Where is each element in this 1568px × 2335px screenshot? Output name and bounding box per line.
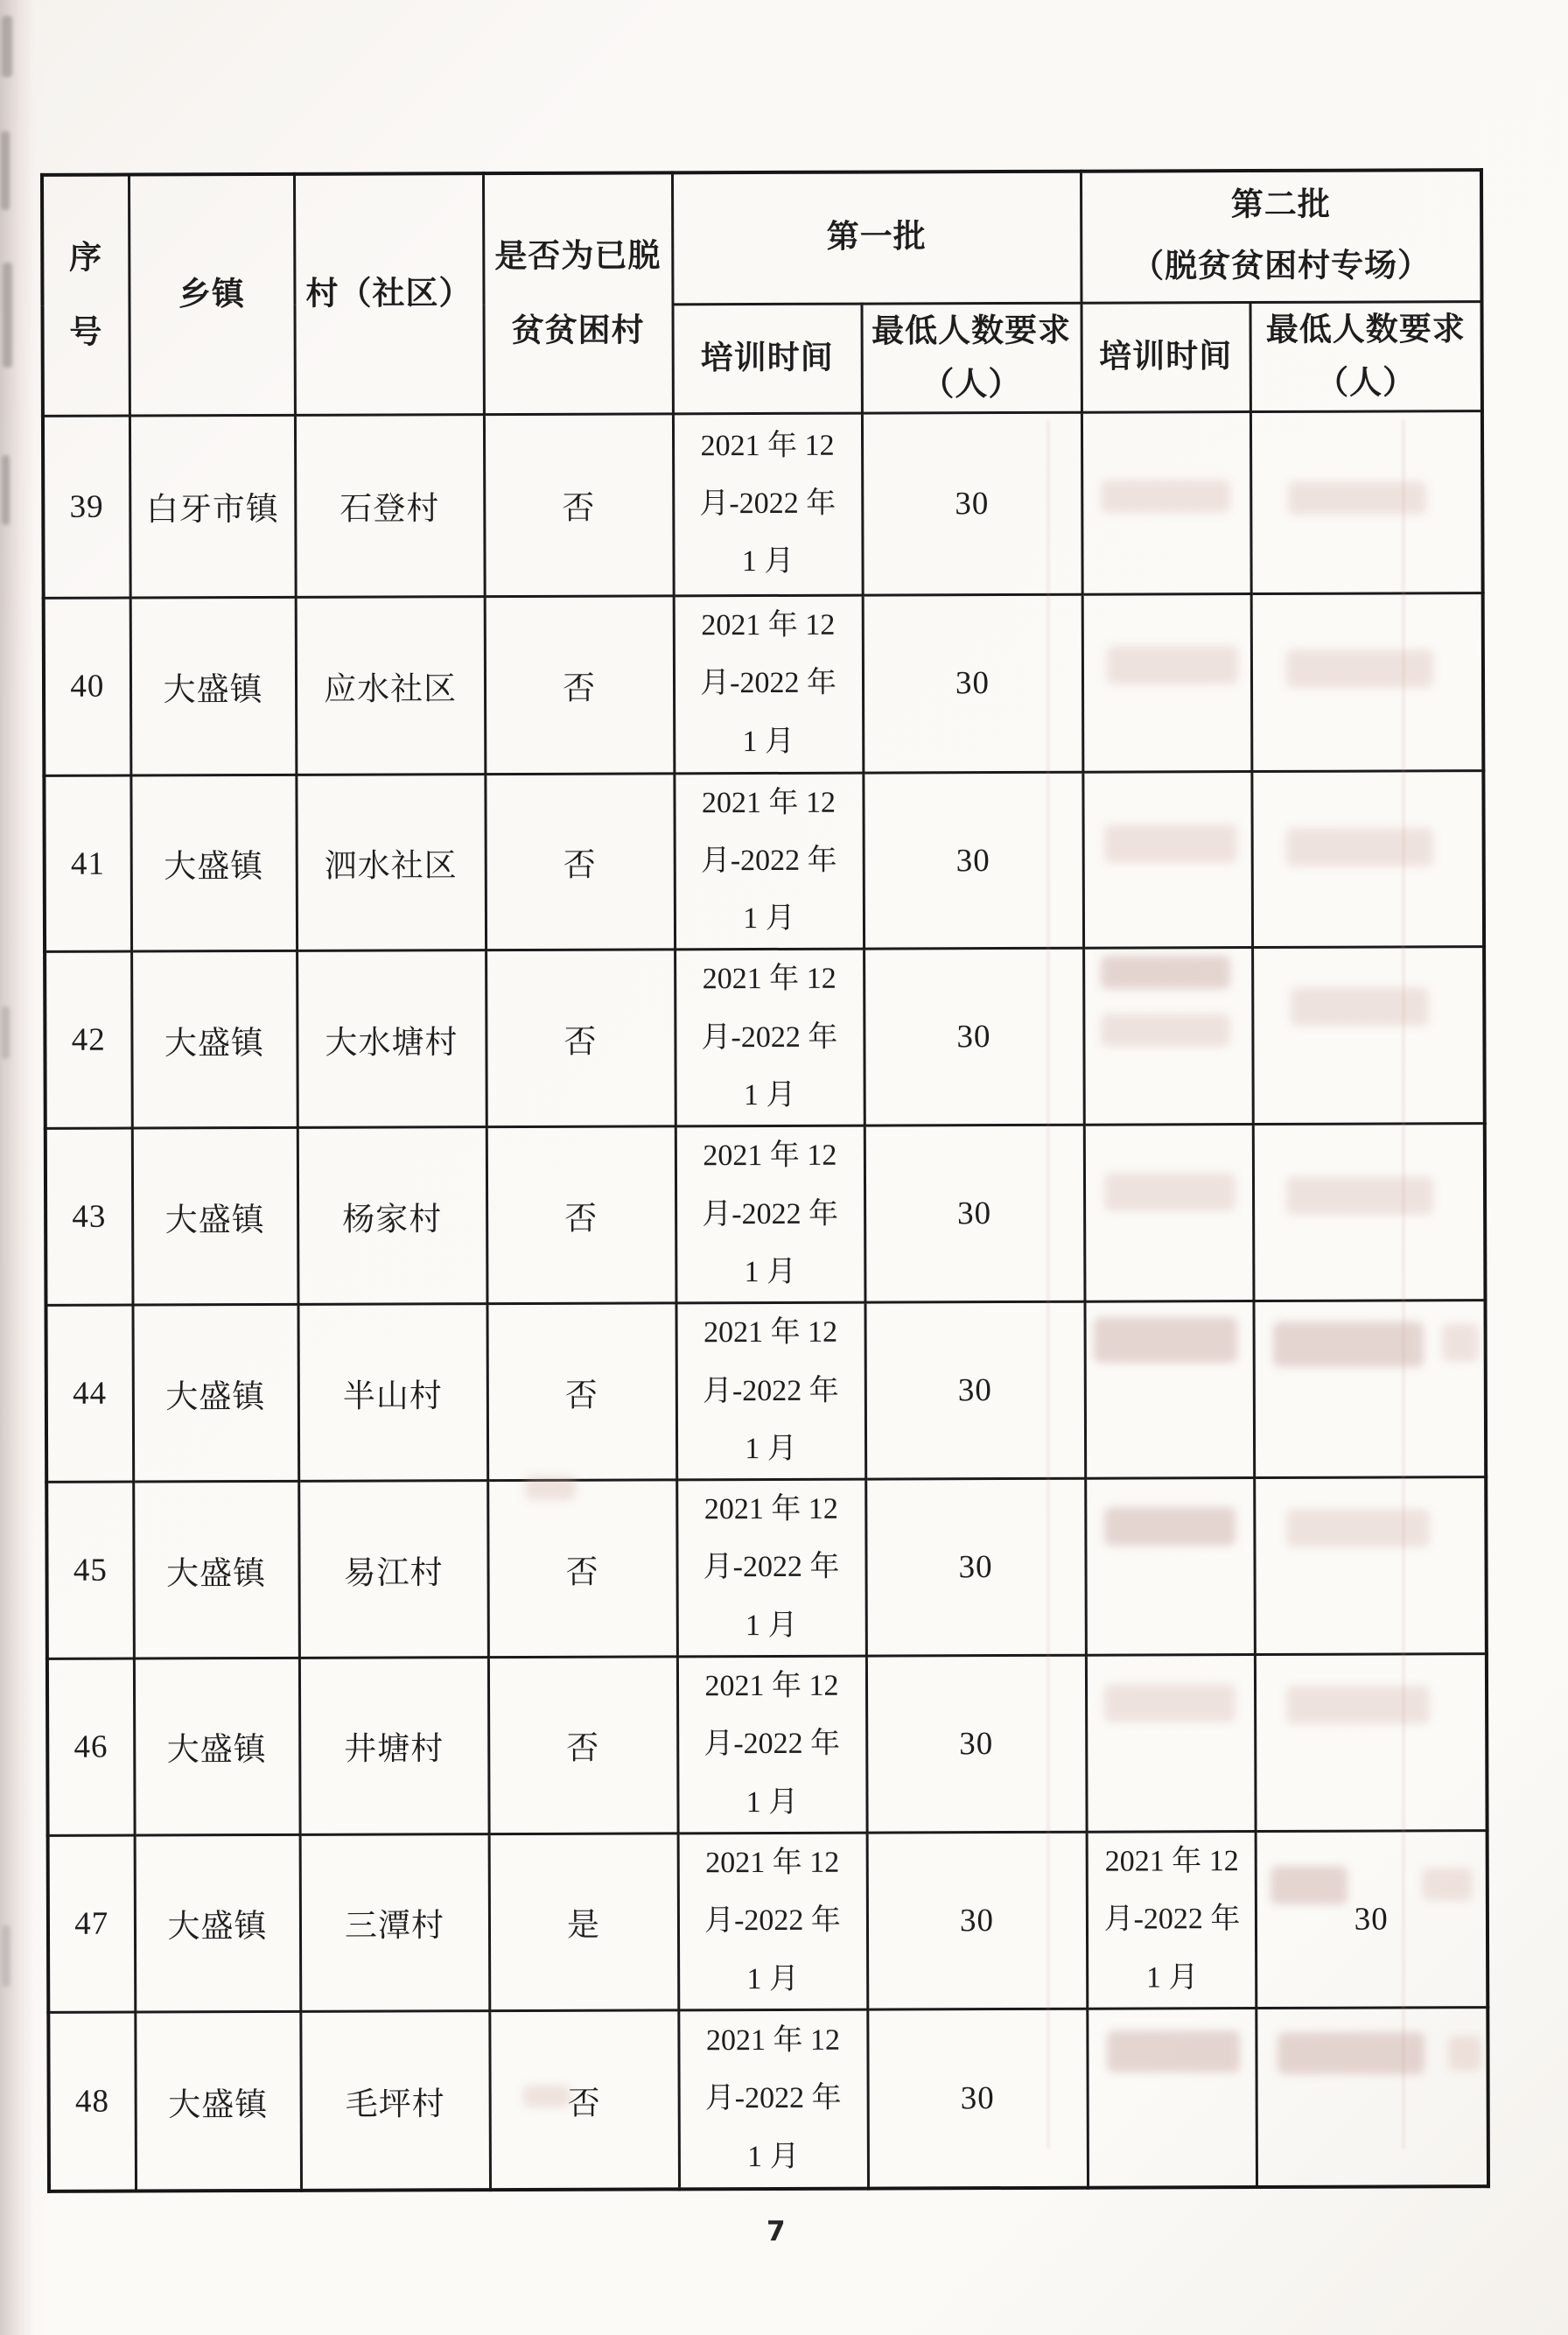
cell-batch1-time [678, 2009, 868, 2190]
cell-batch1-time [675, 950, 864, 1127]
cell-batch1-time [678, 1833, 868, 2010]
cell-index: 42 [45, 952, 132, 1129]
cell-batch1-min: 30 [864, 1125, 1085, 1303]
cell-batch2-min [1255, 1654, 1488, 1832]
cell-batch1-time [676, 1302, 865, 1480]
cell-village: 易江村 [298, 1481, 488, 1658]
cell-batch1-min: 30 [864, 949, 1084, 1126]
cell-batch1-min: 30 [865, 1478, 1086, 1656]
cell-township: 大盛镇 [130, 597, 297, 775]
page-number: 7 [766, 2216, 786, 2247]
cell-batch2-time [1085, 1478, 1255, 1656]
cell-batch1-time [676, 1479, 866, 1657]
cell-batch2-time [1082, 593, 1252, 772]
cell-village: 三潭村 [300, 1834, 490, 2012]
cell-batch2-time [1084, 1125, 1254, 1302]
cell-village: 泗水社区 [296, 774, 486, 951]
cell-township: 大盛镇 [131, 951, 298, 1129]
cell-batch2-time [1083, 948, 1253, 1125]
cell-batch1-time [673, 413, 863, 596]
header-poverty-status [483, 172, 673, 414]
cell-township: 大盛镇 [135, 2011, 301, 2191]
table-row [46, 1301, 1486, 1483]
batch2-time-text [1093, 1399, 1247, 1400]
header-township-label: 乡镇 [178, 277, 246, 313]
cell-batch1-time [674, 773, 864, 950]
header-batch1-time: 培训时间 [673, 304, 862, 414]
scan-artifact [3, 263, 12, 368]
cell-index: 40 [44, 598, 131, 775]
cell-township: 大盛镇 [133, 1482, 299, 1659]
header-index-label: 序号 [68, 240, 103, 351]
cell-poverty: 否 [484, 413, 674, 596]
cell-village: 杨家村 [298, 1127, 487, 1305]
training-batch-table [40, 168, 1490, 2193]
batch2-time-text [1092, 1046, 1246, 1047]
cell-batch1-time [677, 1656, 867, 1834]
cell-poverty: 否 [485, 595, 675, 774]
batch2-time-text: 2021 年 12 月-2022 年 1 月 [1103, 1845, 1241, 1995]
batch1-time-text: 2021 年 12 月-2022 年 1 月 [700, 786, 837, 936]
cell-village: 石登村 [295, 414, 485, 597]
table-row [45, 947, 1485, 1129]
cell-poverty: 否 [485, 773, 675, 950]
cell-township: 大盛镇 [132, 1128, 298, 1306]
cell-township: 大盛镇 [132, 1305, 298, 1483]
cell-village: 大水塘村 [297, 950, 486, 1128]
batch1-time-text: 2021 年 12 月-2022 年 1 月 [700, 608, 836, 758]
batch1-time-text: 2021 年 12 月-2022 年 1 月 [704, 1846, 841, 1995]
batch1-time-text: 2021 年 12 月-2022 年 1 月 [702, 1315, 839, 1465]
cell-village: 井塘村 [299, 1658, 489, 1835]
header-batch2-title: 第二批 [1230, 186, 1331, 224]
header-batch2-subtitle: （脱贫贫困村专场） [1131, 248, 1432, 285]
cell-poverty: 是 [489, 1834, 679, 2011]
cell-index: 39 [43, 416, 130, 598]
cell-poverty: 否 [487, 1480, 677, 1658]
cell-township: 大盛镇 [130, 775, 297, 952]
batch2-time-text [1094, 1576, 1248, 1577]
header-poverty-label: 是否为已脱贫贫困村 [494, 238, 662, 349]
batch1-time-text: 2021 年 12 月-2022 年 1 月 [702, 1139, 839, 1289]
cell-batch2-min [1250, 410, 1483, 593]
scan-artifact [2, 1925, 10, 1987]
batch2-time-text [1091, 870, 1245, 871]
cell-batch2-time [1087, 1831, 1256, 2009]
cell-batch2-time [1086, 1655, 1256, 1833]
cell-village: 半山村 [298, 1304, 487, 1482]
cell-batch1-time [676, 1125, 865, 1303]
batch2-time-text [1090, 513, 1244, 514]
cell-batch2-min [1254, 1477, 1487, 1655]
header-batch1 [672, 172, 1082, 305]
cell-batch2-time [1082, 771, 1252, 949]
cell-batch1-min: 30 [863, 594, 1083, 773]
cell-index: 48 [48, 2012, 136, 2191]
cell-index: 43 [46, 1128, 133, 1305]
header-batch1-min: 最低人数要求（人） [862, 303, 1082, 413]
cell-township: 白牙市镇 [130, 415, 296, 598]
batch1-time-text: 2021 年 12 月-2022 年 1 月 [704, 1669, 841, 1819]
batch1-time-text: 2021 年 12 月-2022 年 1 月 [703, 1492, 840, 1642]
batch2-time-text [1095, 1753, 1249, 1754]
cell-batch2-min [1256, 2007, 1488, 2187]
cell-poverty: 否 [489, 2010, 679, 2191]
batch1-time-text: 2021 年 12 月-2022 年 1 月 [699, 429, 836, 578]
header-batch1-title: 第一批 [826, 219, 927, 256]
header-batch2-min: 最低人数要求（人） [1250, 301, 1481, 411]
cell-village: 应水社区 [296, 596, 486, 775]
cell-batch2-min [1253, 1124, 1486, 1301]
cell-index: 47 [48, 1835, 136, 2012]
batch1-time-text: 2021 年 12 月-2022 年 1 月 [704, 2023, 842, 2173]
scan-artifact [2, 1006, 10, 1059]
cell-poverty: 否 [486, 950, 676, 1127]
cell-township: 大盛镇 [135, 1834, 301, 2012]
cell-batch2-min [1252, 947, 1485, 1125]
header-batch2 [1081, 170, 1482, 303]
batch2-time-text [1096, 2107, 1250, 2108]
paper-edge-shadow [0, 0, 46, 2335]
table-row [48, 1831, 1488, 2013]
scan-artifact [2, 16, 12, 77]
cell-batch2-time [1084, 1301, 1254, 1479]
table-row [43, 410, 1483, 598]
header-row-batches [42, 170, 1482, 306]
header-village [294, 173, 484, 415]
batch2-time-text [1093, 1223, 1247, 1224]
header-township [129, 174, 295, 416]
cell-township: 大盛镇 [134, 1658, 300, 1835]
cell-batch1-time [674, 595, 864, 774]
table-row [48, 2007, 1488, 2191]
cell-index: 41 [44, 775, 131, 952]
header-batch2-time: 培训时间 [1081, 302, 1250, 412]
cell-poverty: 否 [486, 1303, 676, 1481]
batch2-time-text [1091, 692, 1245, 693]
cell-batch1-min: 30 [864, 1301, 1085, 1479]
cell-batch2-time [1082, 411, 1251, 594]
header-village-label: 村（社区） [305, 276, 472, 313]
cell-batch1-min: 30 [863, 772, 1083, 950]
cell-batch1-min: 30 [867, 2009, 1088, 2189]
cell-batch2-min: 30 [1256, 1831, 1488, 2009]
cell-batch2-min [1251, 593, 1484, 771]
cell-batch1-min: 30 [862, 412, 1082, 595]
cell-index: 45 [46, 1482, 134, 1658]
batch1-time-text: 2021 年 12 月-2022 年 1 月 [701, 963, 838, 1112]
table-wrapper [40, 168, 1487, 2193]
cell-index: 46 [47, 1658, 135, 1835]
table-row [46, 1477, 1487, 1659]
header-index [42, 175, 130, 416]
table-row [47, 1654, 1488, 1836]
scan-artifact [2, 455, 10, 525]
table-row [46, 1124, 1486, 1306]
cell-batch2-time [1087, 2008, 1256, 2188]
cell-poverty: 否 [486, 1126, 676, 1304]
cell-batch2-min [1251, 770, 1484, 948]
scan-artifact [1, 131, 10, 210]
table-row [44, 770, 1484, 952]
cell-village: 毛坪村 [300, 2010, 490, 2191]
cell-batch2-min [1253, 1301, 1486, 1478]
cell-index: 44 [46, 1305, 133, 1482]
cell-batch1-min: 30 [866, 1655, 1087, 1833]
cell-batch1-min: 30 [867, 1832, 1088, 2009]
cell-poverty: 否 [488, 1657, 678, 1834]
table-row [44, 593, 1484, 775]
